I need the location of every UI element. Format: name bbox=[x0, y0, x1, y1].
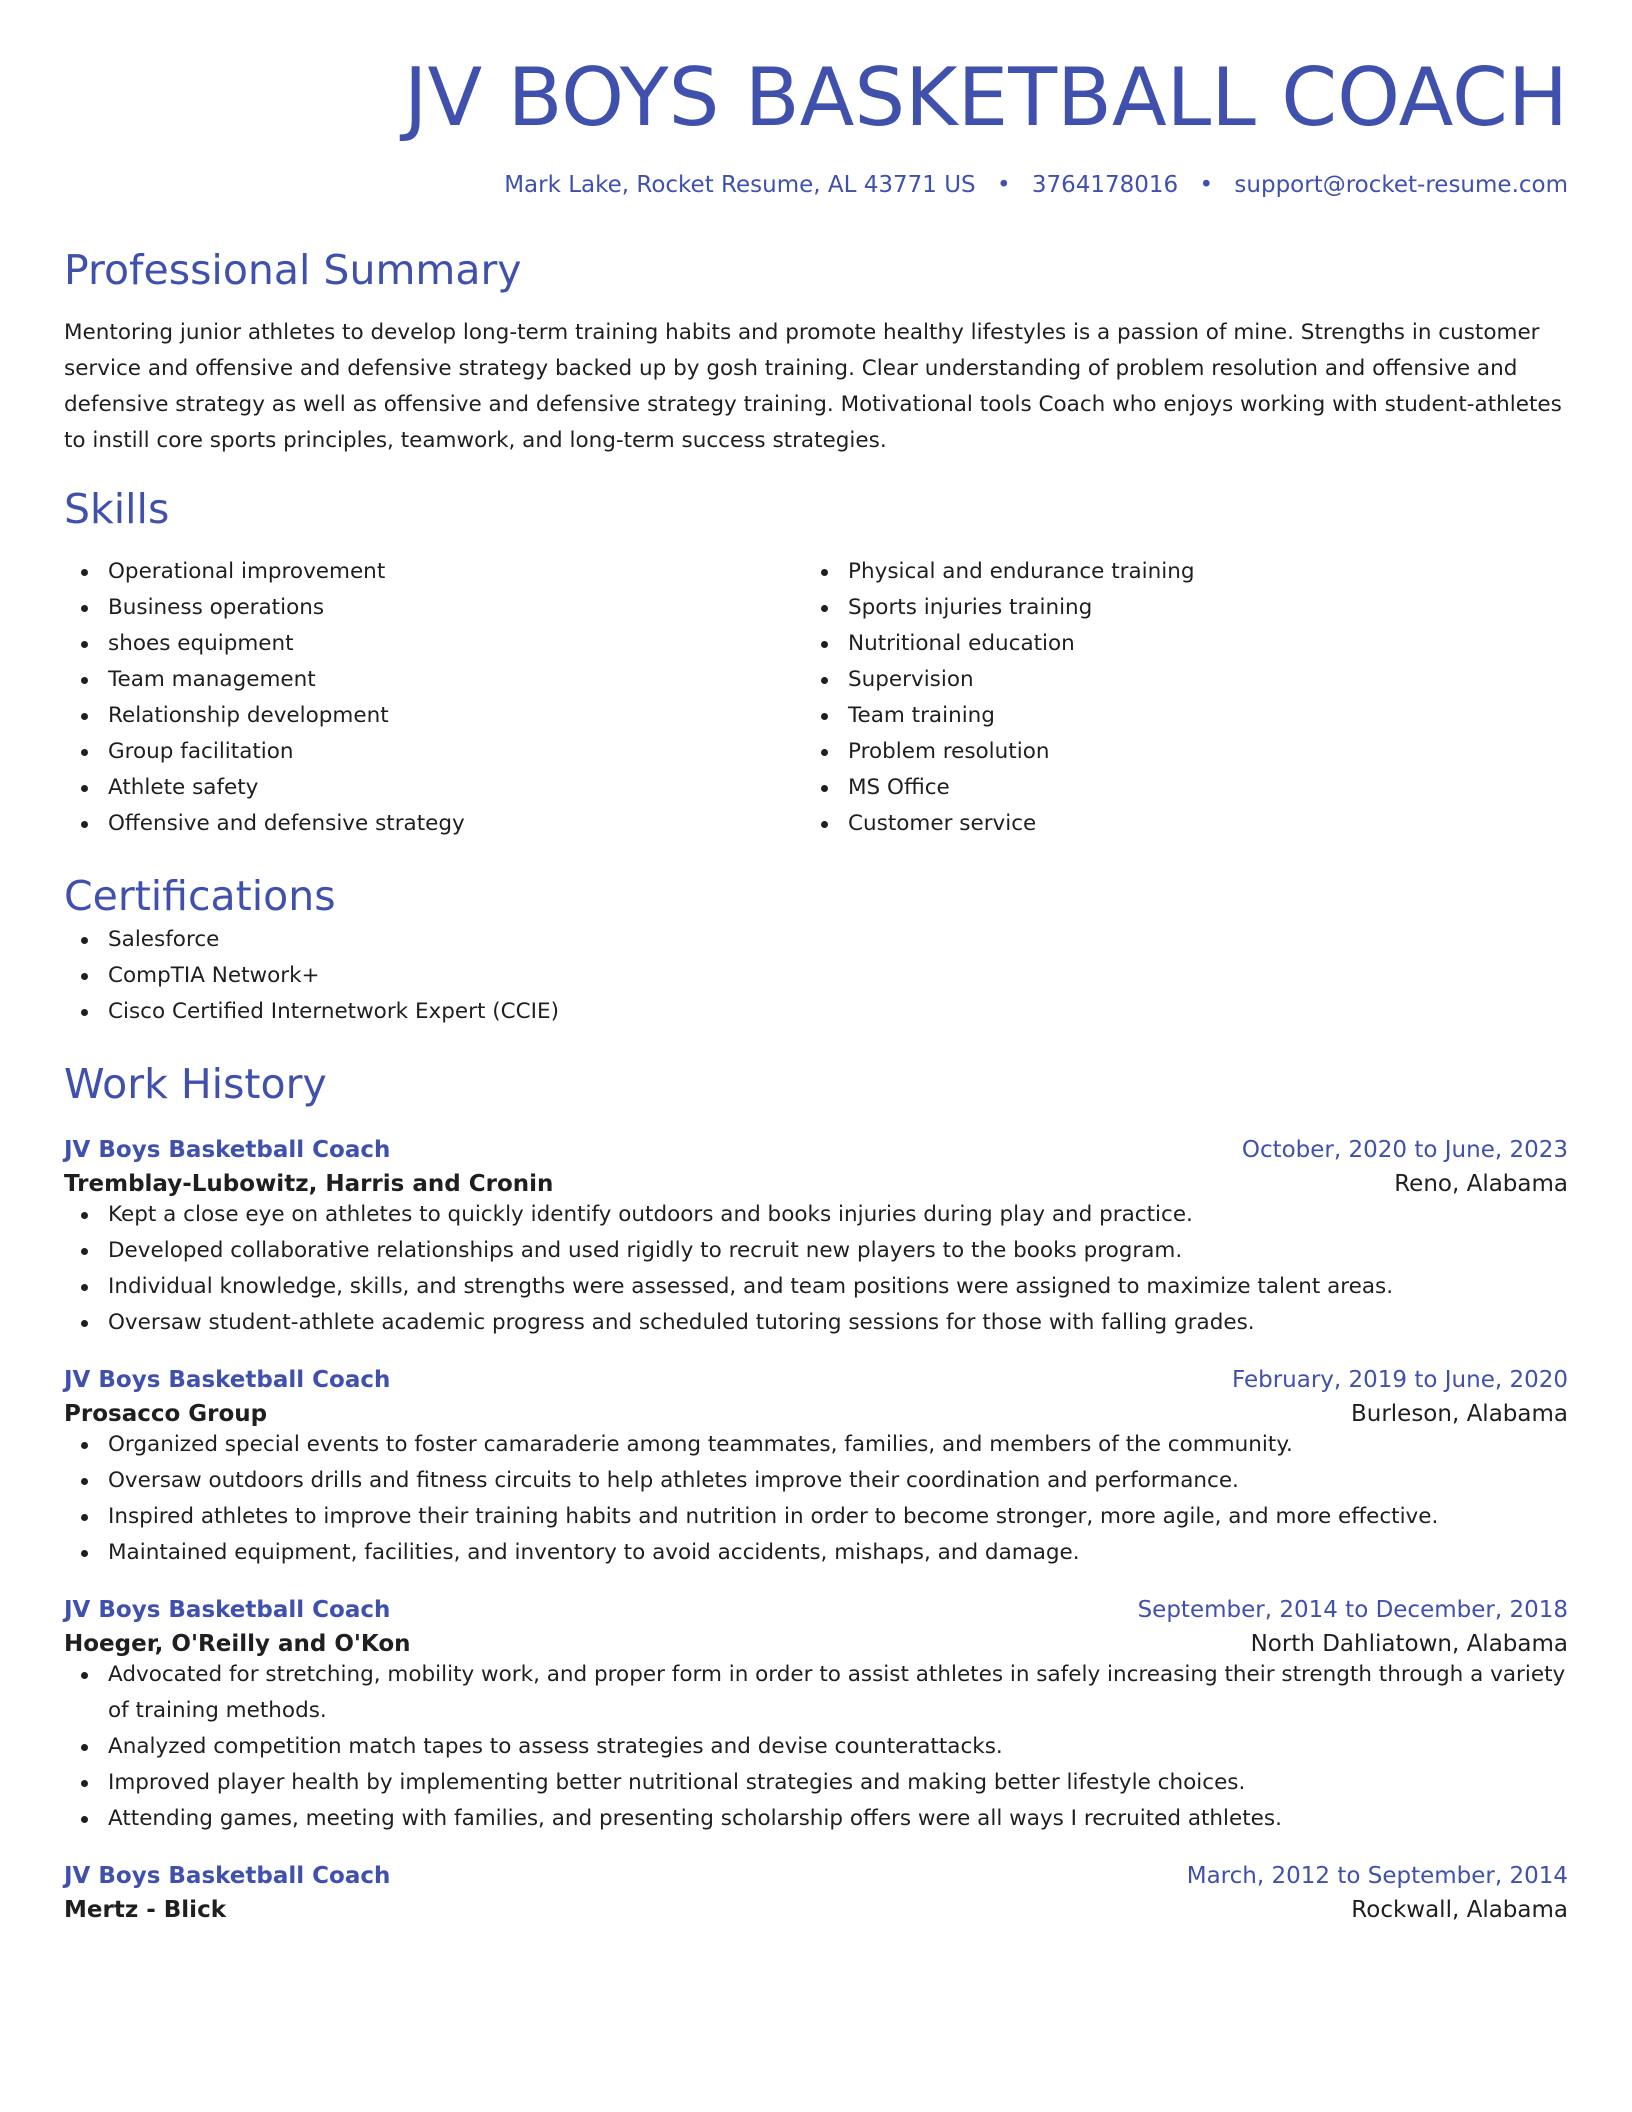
skill-item: Team training bbox=[804, 698, 1544, 734]
job-bullet: Oversaw student-athlete academic progress and scheduled tutoring sessions for those with falling grades. bbox=[64, 1305, 1568, 1341]
job-title: JV Boys Basketball Coach bbox=[64, 1136, 391, 1163]
job-title: JV Boys Basketball Coach bbox=[64, 1366, 391, 1393]
job-company-row bbox=[64, 1171, 1568, 1197]
job-company: Mertz - Blick bbox=[64, 1896, 226, 1923]
job-bullet: Advocated for stretching, mobility work, and proper form in order to assist athletes in safely increasing their strength through a variety of training methods. bbox=[64, 1657, 1568, 1729]
job-bullets bbox=[64, 1197, 1568, 1341]
job-bullets bbox=[64, 1427, 1568, 1571]
skill-item: Operational improvement bbox=[64, 554, 804, 590]
job-dates: October, 2020 to June, 2023 bbox=[1241, 1136, 1568, 1163]
job-header-row bbox=[64, 1597, 1568, 1623]
section-title-certifications: Certifications bbox=[64, 872, 336, 921]
skills-grid bbox=[64, 554, 1568, 842]
job-header-row bbox=[64, 1367, 1568, 1393]
job-entry bbox=[64, 1597, 1568, 1837]
section-title-skills: Skills bbox=[64, 485, 170, 534]
skill-item: Athlete safety bbox=[64, 770, 804, 806]
skills-list-right bbox=[804, 554, 1544, 842]
job-bullet: Analyzed competition match tapes to assess strategies and devise counterattacks. bbox=[64, 1729, 1568, 1765]
job-title: JV Boys Basketball Coach bbox=[64, 1862, 391, 1889]
skill-item: Supervision bbox=[804, 662, 1544, 698]
job-bullet: Maintained equipment, facilities, and inventory to avoid accidents, mishaps, and damage. bbox=[64, 1535, 1568, 1571]
skill-item: Physical and endurance training bbox=[804, 554, 1544, 590]
skills-list-left bbox=[64, 554, 804, 842]
job-entry bbox=[64, 1863, 1568, 1923]
certification-item: Salesforce bbox=[64, 922, 1568, 958]
skill-item: Customer service bbox=[804, 806, 1544, 842]
job-bullet: Developed collaborative relationships and used rigidly to recruit new players to the books program. bbox=[64, 1233, 1568, 1269]
certifications-list bbox=[64, 922, 1568, 1030]
job-dates: March, 2012 to September, 2014 bbox=[1186, 1862, 1568, 1889]
job-company-row bbox=[64, 1631, 1568, 1657]
skill-item: Business operations bbox=[64, 590, 804, 626]
job-location: Reno, Alabama bbox=[1394, 1170, 1568, 1197]
section-title-work-history: Work History bbox=[64, 1059, 327, 1108]
job-bullet: Improved player health by implementing better nutritional strategies and making better lifestyle choices. bbox=[64, 1765, 1568, 1801]
summary-section bbox=[64, 246, 1568, 459]
skill-item: Problem resolution bbox=[804, 734, 1544, 770]
contact-separator: • bbox=[1199, 172, 1214, 198]
skills-section bbox=[64, 485, 1568, 842]
job-bullet: Individual knowledge, skills, and strengths were assessed, and team positions were assigned to maximize talent areas. bbox=[64, 1269, 1568, 1305]
skills-column-right bbox=[804, 554, 1544, 842]
resume-name: JV BOYS BASKETBALL COACH bbox=[403, 51, 1568, 144]
job-dates: February, 2019 to June, 2020 bbox=[1231, 1366, 1568, 1393]
job-bullet: Organized special events to foster camaraderie among teammates, families, and members of the community. bbox=[64, 1427, 1568, 1463]
job-location: Burleson, Alabama bbox=[1350, 1400, 1568, 1427]
job-company-row bbox=[64, 1897, 1568, 1923]
skill-item: shoes equipment bbox=[64, 626, 804, 662]
job-header-row bbox=[64, 1137, 1568, 1163]
job-bullets bbox=[64, 1657, 1568, 1837]
skill-item: Sports injuries training bbox=[804, 590, 1544, 626]
job-entry bbox=[64, 1137, 1568, 1341]
skill-item: Team management bbox=[64, 662, 804, 698]
skills-column-left bbox=[64, 554, 804, 842]
certifications-section bbox=[64, 872, 1568, 1029]
summary-text: Mentoring junior athletes to develop long-term training habits and promote healthy lifestyles is a passion of mine. Strengths in customer service and offensive and defensive strategy backed up by gosh training. Clear understanding of problem resolution and offensive and defensive strategy as well as offensive and defensive strategy training. Motivational tools Coach who enjoys working with student-athletes to instill core sports principles, teamwork, and long-term success strategies. bbox=[64, 320, 1562, 454]
section-title-summary: Professional Summary bbox=[64, 246, 522, 294]
skill-item: Nutritional education bbox=[804, 626, 1544, 662]
job-title: JV Boys Basketball Coach bbox=[64, 1596, 391, 1623]
job-header-row bbox=[64, 1863, 1568, 1889]
job-bullet: Oversaw outdoors drills and fitness circuits to help athletes improve their coordination and performance. bbox=[64, 1463, 1568, 1499]
job-company: Hoeger, O'Reilly and O'Kon bbox=[64, 1630, 411, 1657]
job-entry bbox=[64, 1367, 1568, 1571]
job-company-row bbox=[64, 1401, 1568, 1427]
job-company: Tremblay-Lubowitz, Harris and Cronin bbox=[64, 1170, 554, 1197]
contact-address: Mark Lake, Rocket Resume, AL 43771 US bbox=[504, 172, 976, 198]
job-location: Rockwall, Alabama bbox=[1351, 1896, 1568, 1923]
job-dates: September, 2014 to December, 2018 bbox=[1137, 1596, 1568, 1623]
job-company: Prosacco Group bbox=[64, 1400, 268, 1427]
skill-item: MS Office bbox=[804, 770, 1544, 806]
contact-line bbox=[64, 172, 1568, 198]
certification-item: Cisco Certified Internetwork Expert (CCIE) bbox=[64, 994, 1568, 1030]
contact-email: support@rocket-resume.com bbox=[1234, 172, 1568, 198]
job-bullet: Kept a close eye on athletes to quickly identify outdoors and books injuries during play and practice. bbox=[64, 1197, 1568, 1233]
certification-item: CompTIA Network+ bbox=[64, 958, 1568, 994]
skill-item: Relationship development bbox=[64, 698, 804, 734]
skill-item: Group facilitation bbox=[64, 734, 804, 770]
skill-item: Offensive and defensive strategy bbox=[64, 806, 804, 842]
job-bullet: Inspired athletes to improve their training habits and nutrition in order to become stronger, more agile, and more effective. bbox=[64, 1499, 1568, 1535]
contact-separator: • bbox=[996, 172, 1011, 198]
job-bullet: Attending games, meeting with families, and presenting scholarship offers were all ways I recruited athletes. bbox=[64, 1801, 1568, 1837]
resume-header bbox=[64, 51, 1568, 198]
contact-phone: 3764178016 bbox=[1031, 172, 1179, 198]
work-history-section bbox=[64, 1060, 1568, 1923]
job-location: North Dahliatown, Alabama bbox=[1250, 1630, 1568, 1657]
